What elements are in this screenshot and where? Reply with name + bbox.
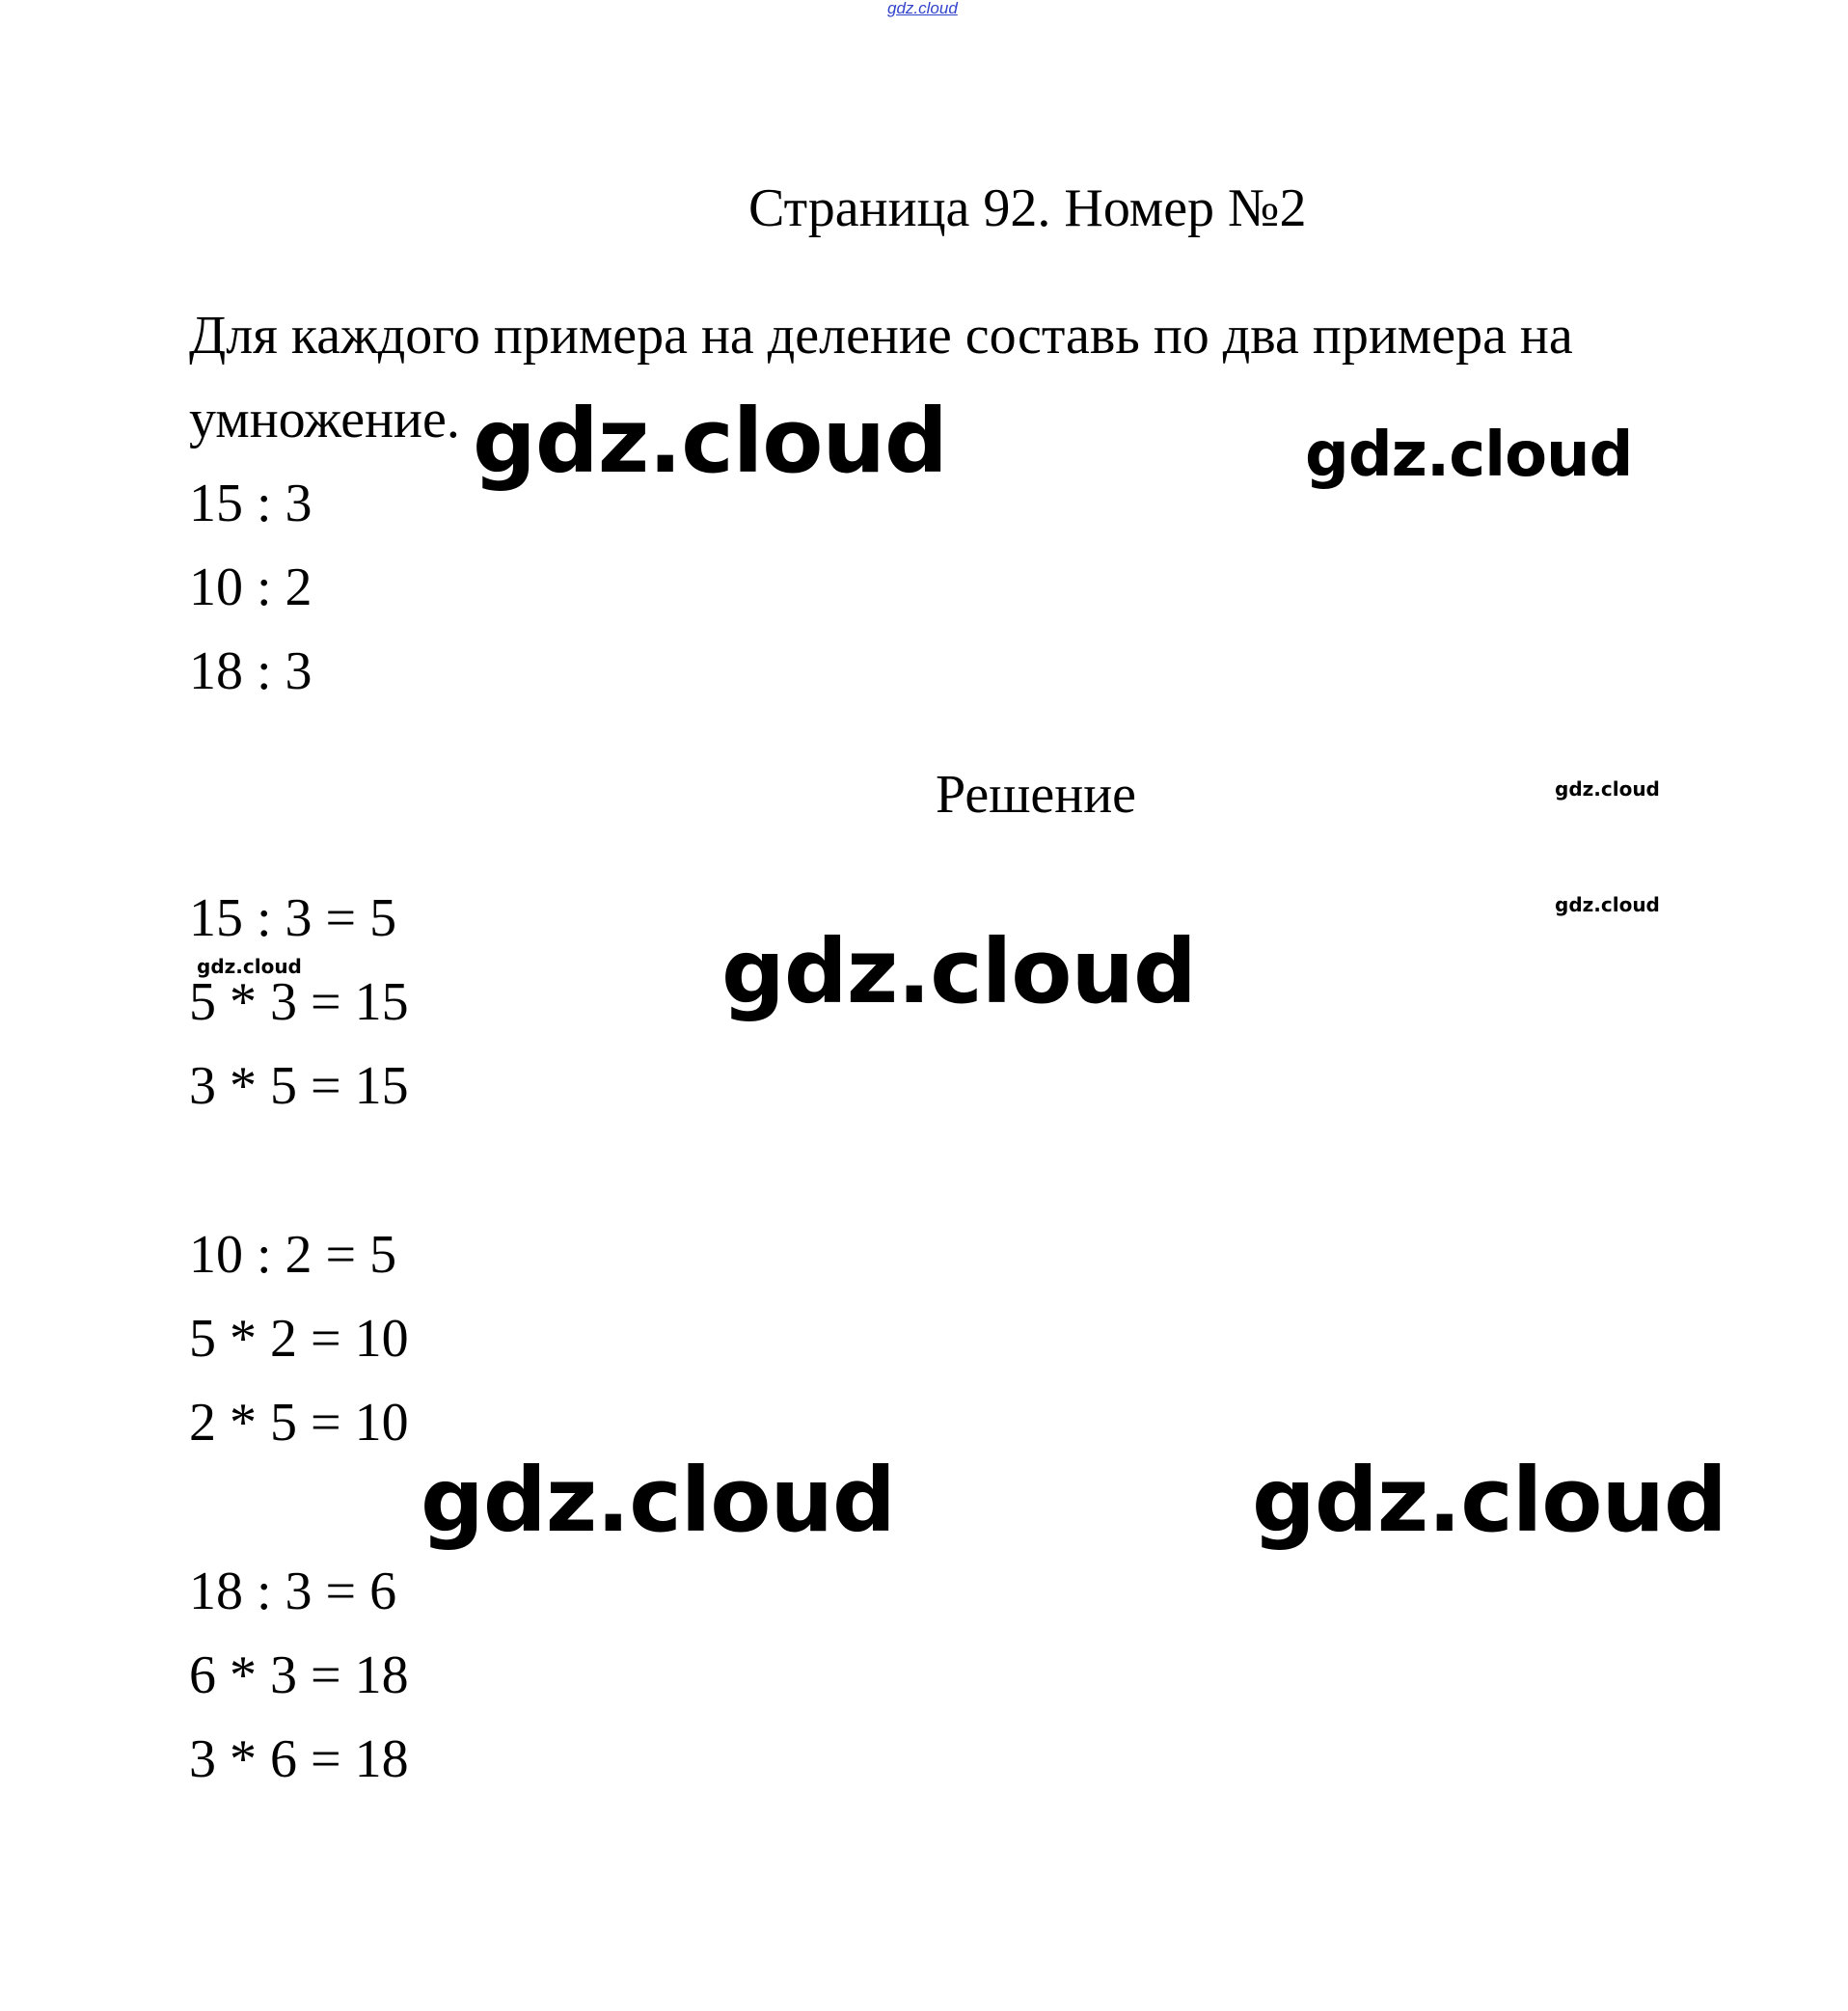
solution-heading: Решение	[936, 765, 1137, 825]
solution-1-multiplication-1: 5 * 3 = 15	[189, 972, 409, 1032]
example-3: 18 : 3	[189, 641, 313, 701]
watermark-large-3: gdz.cloud	[421, 1449, 895, 1552]
example-2: 10 : 2	[189, 557, 313, 617]
solution-2-multiplication-1: 5 * 2 = 10	[189, 1309, 409, 1369]
task-text-line-2: умножение.	[189, 390, 460, 449]
watermark-large-1: gdz.cloud	[473, 390, 947, 493]
solution-3-division: 18 : 3 = 6	[189, 1562, 397, 1621]
task-text-line-1: Для каждого примера на деление составь по два примера на	[189, 306, 1573, 366]
watermark-large-2: gdz.cloud	[721, 920, 1196, 1023]
watermark-small-3: gdz.cloud	[197, 955, 302, 978]
watermark-medium-1: gdz.cloud	[1305, 420, 1633, 491]
solution-3-multiplication-1: 6 * 3 = 18	[189, 1645, 409, 1705]
example-1: 15 : 3	[189, 474, 313, 533]
watermark-small-2: gdz.cloud	[1555, 893, 1660, 916]
page-title: Страница 92. Номер №2	[748, 178, 1307, 238]
solution-3-multiplication-2: 3 * 6 = 18	[189, 1729, 409, 1789]
watermark-small-1: gdz.cloud	[1555, 777, 1660, 801]
solution-2-multiplication-2: 2 * 5 = 10	[189, 1393, 409, 1453]
watermark-large-4: gdz.cloud	[1252, 1449, 1726, 1552]
top-watermark-link[interactable]: gdz.cloud	[887, 0, 958, 17]
solution-1-multiplication-2: 3 * 5 = 15	[189, 1056, 409, 1116]
solution-2-division: 10 : 2 = 5	[189, 1225, 397, 1285]
solution-1-division: 15 : 3 = 5	[189, 888, 397, 948]
